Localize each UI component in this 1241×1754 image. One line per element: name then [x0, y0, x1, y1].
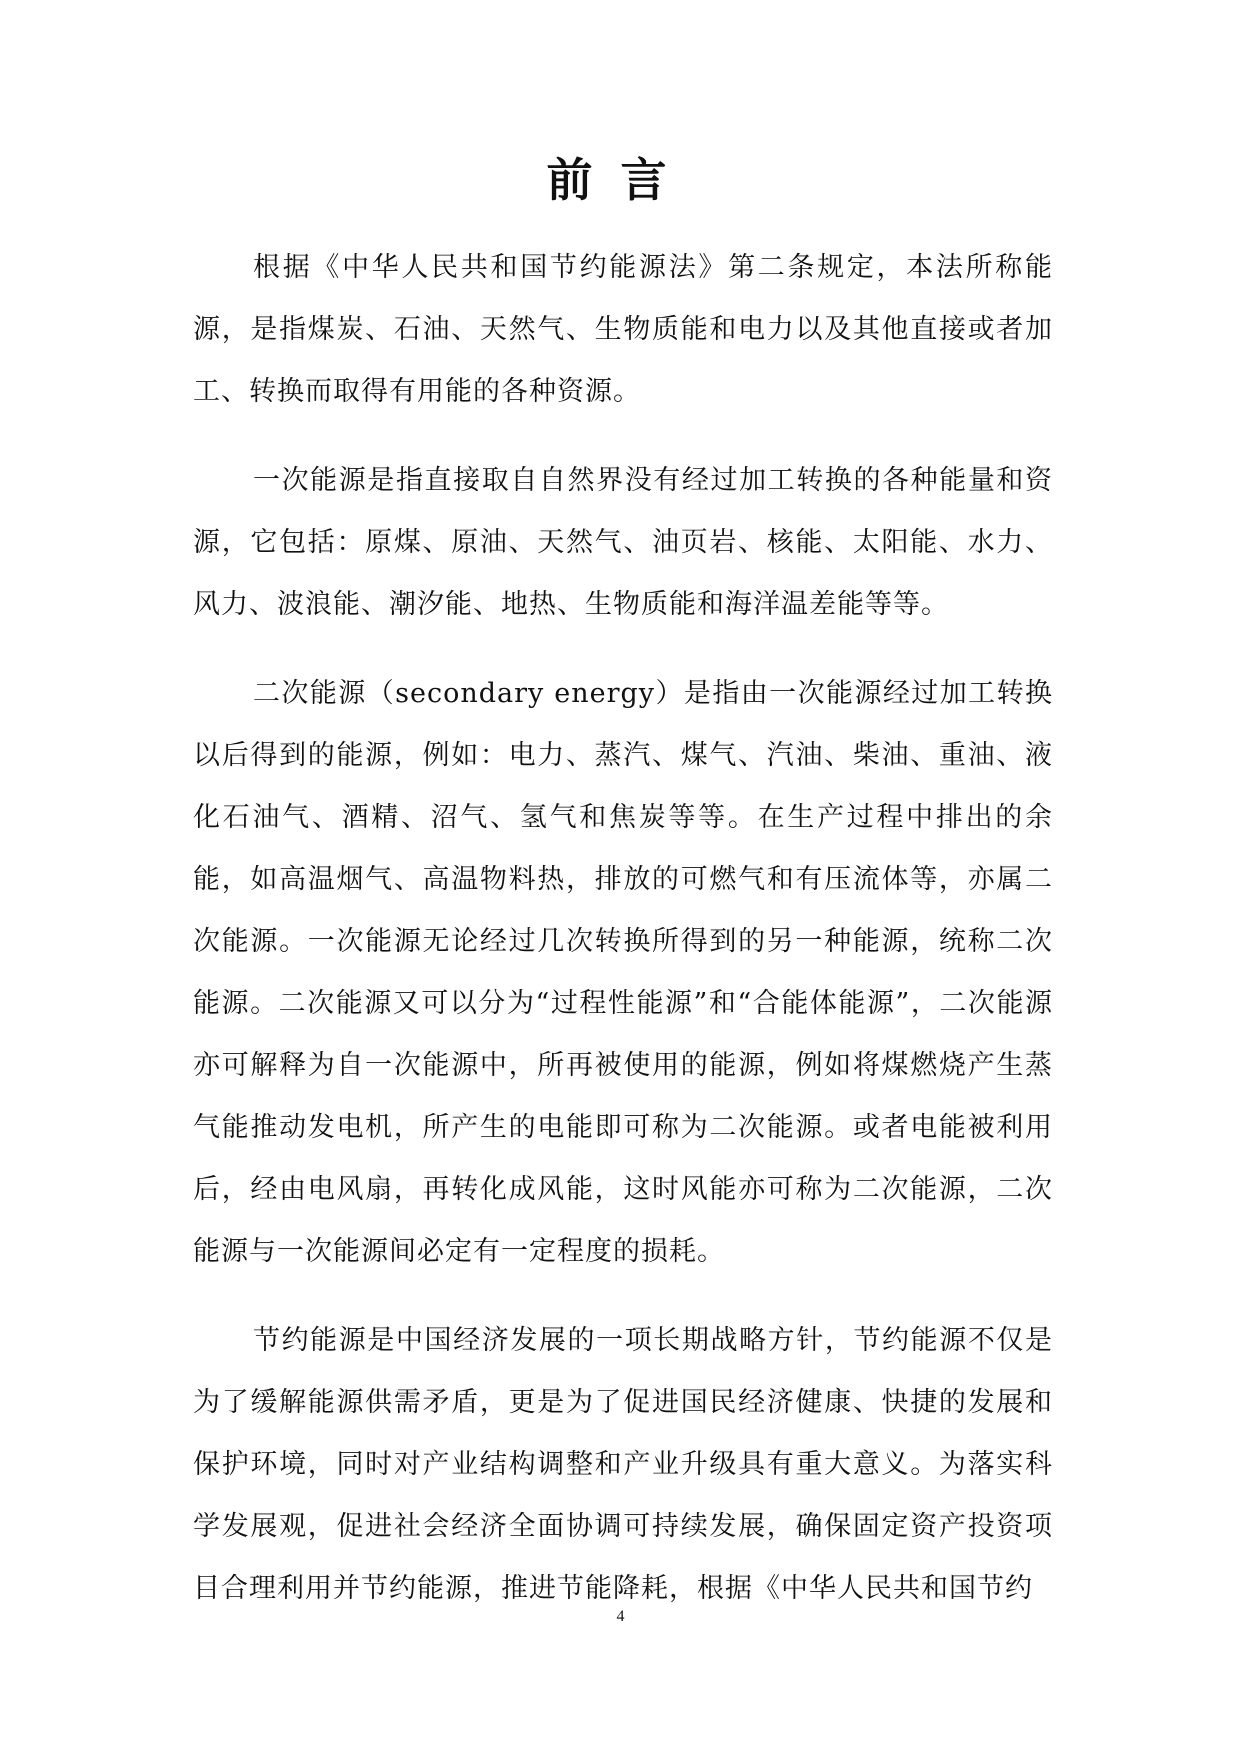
paragraph-energy-saving-policy: 节约能源是中国经济发展的一项长期战略方针，节约能源不仅是为了缓解能源供需矛盾，更是为了促进国民经济健康、快捷的发展和保护环境，同时对产业结构调整和产业升级具有重大意义。为落实科学发展观，促进社会经济全面协调可持续发展，确保固定资产投资项目合理利用并节约能源，推进节能降耗，根据《中华人民共和国节约 — [193, 1325, 1053, 1604]
page-number: 4 — [616, 1608, 625, 1625]
paragraph-primary-energy: 一次能源是指直接取自自然界没有经过加工转换的各种能量和资源，它包括：原煤、原油、天然气、油页岩、核能、太阳能、水力、风力、波浪能、潮汐能、地热、生物质能和海洋温差能等等。 — [193, 465, 1053, 620]
paragraph-secondary-energy: 二次能源（secondary energy）是指由一次能源经过加工转换以后得到的能源，例如：电力、蒸汽、煤气、汽油、柴油、重油、液化石油气、酒精、沼气、氢气和焦炭等等。在生产过程中排出的余能，如高温烟气、高温物料热，排放的可燃气和有压流体等，亦属二次能源。一次能源无论经过几次转换所得到的另一种能源，统称二次能源。二次能源又可以分为“过程性能源”和“合能体能源”，二次能源亦可解释为自一次能源中，所再被使用的能源，例如将煤燃烧产生蒸气能推动发电机，所产生的电能即可称为二次能源。或者电能被利用后，经由电风扇，再转化成风能，这时风能亦可称为二次能源，二次能源与一次能源间必定有一定程度的损耗。 — [193, 678, 1053, 1267]
body-text — [193, 237, 1053, 1647]
paragraph-energy-law-definition: 根据《中华人民共和国节约能源法》第二条规定，本法所称能源，是指煤炭、石油、天然气、生物质能和电力以及其他直接或者加工、转换而取得有用能的各种资源。 — [193, 252, 1053, 407]
page-title: 前言 — [546, 153, 695, 207]
